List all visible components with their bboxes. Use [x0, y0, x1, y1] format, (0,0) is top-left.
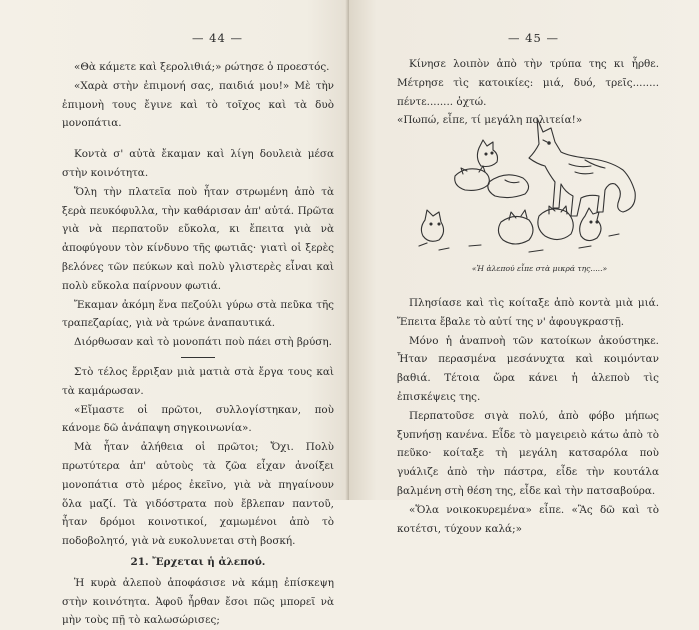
- right-page: [349, 0, 699, 535]
- left-page: [0, 0, 349, 627]
- paragraph: Μόνο ἡ ἀναπνοὴ τῶν κατοίκων ἀκούστηκε. Ἦταν περασμένα μεσάνυχτα καὶ κοιμόνταν βαθιά. Τέτοια ὥρα κάνει ἡ ἀλεποὺ τὶς ἐπισκέψεις της.: [397, 334, 659, 403]
- right-page-text-bottom: [397, 294, 659, 538]
- paragraph: Ἡ κυρὰ ἀλεποὺ ἀποφάσισε νὰ κάμῃ ἐπίσκεψη στὴν κοινότητα. Ἀφοῦ ἦρθαν ἔσοι πῶς μπορεῖ νὰ μὴν τοὺς πῇ τὸ καλωσώρισες;: [62, 576, 334, 627]
- illustration-caption: «Ἡ ἀλεπού εἶπε στὰ μικρά της.....»: [471, 264, 608, 273]
- left-page-text: [62, 58, 334, 630]
- section-divider: [181, 357, 215, 358]
- paragraph: «Ὅλα νοικοκυρεμένα» εἶπε. «Ἂς δῶ καὶ τὸ κοτέτσι, τύχουν καλά;»: [397, 503, 659, 535]
- paragraph: «Θὰ κάμετε καὶ ξερολιθιά;» ρώτησε ὁ προεστός.: [74, 61, 330, 73]
- paragraph: Στὸ τέλος ἔρριξαν μιὰ ματιὰ στὰ ἔργα τους καὶ τὰ καμάρωσαν.: [62, 365, 334, 397]
- paragraph: «Πωπώ, εἶπε, τί μεγάλη πολιτεία!»: [397, 114, 583, 127]
- paragraph: Ὅλη τὴν πλατεῖα ποὺ ἦταν στρωμένη ἀπὸ τὰ ξερὰ πευκόφυλλα, τὴν καθάρισαν ἀπ' αὐτά. Πρῶτα γιὰ νὰ περπατοῦν εὔκολα, κι ἔπειτα γιὰ νὰ ἀποφύγουν τὸν κίνδυνο τῆς φωτιᾶς· γιατὶ οἱ ξερὲς βελόνες τῶν πεύκων καὶ πολὺ γλιστερὲς εἶναι καὶ πολὺ εὔκολα παίρνουν φωτιά.: [62, 185, 334, 292]
- paragraph: Μὰ ἦταν ἀλήθεια οἱ πρῶτοι; Ὄχι. Πολὺ πρωτύτερα ἀπ' αὐτοὺς τὰ ζῶα εἶχαν ἀνοίξει μονοπάτια στὸ μέρος ἐκεῖνο, γιὰ νὰ πηγαίνουν ὅλα μαζί. Τὰ γιδόστρατα ποὺ ἔβλεπαν παντοῦ, ἦταν δρόμοι κοινοτικοί, χαμωμένοι ἀπὸ τὸ ποδοβολητό, γιὰ νὰ ευκολυνεται στὴ βοσκή.: [62, 441, 334, 548]
- paragraph: «Εἴμαστε οἱ πρῶτοι, συλλογίστηκαν, ποὺ κάνομε δῶ ἀνάπαψη σηγκοινωνία».: [62, 403, 334, 435]
- paragraph: Κοντὰ σ' αὐτὰ ἔκαμαν καὶ λίγη δουλειὰ μέσα στὴν κοινότητα.: [62, 148, 334, 179]
- paragraph: Ἔκαμαν ἀκόμη ἕνα πεζούλι γύρω στὰ πεῦκα τῆς τραπεζαρίας, γιὰ νὰ τρώνε ἀναπαυτικά.: [62, 298, 334, 330]
- paragraph: Περπατοῦσε σιγὰ πολύ, ἀπὸ φόβο μήπως ξυπνήσῃ κανένα. Εἶδε τὸ μαγειρειὸ κάτω ἀπὸ τὸ πεῦκο· κοίταξε τὴ μεγάλη κατσαρόλα ποὺ γυάλιζε ἀπὸ τὴν πάστρα, εἶδε τὴν κουτάλα βαλμένη στὴ θέση της, εἶδε καὶ τὴν πατσαβούρα.: [397, 409, 659, 497]
- paragraph: Διόρθωσαν καὶ τὸ μονοπάτι ποὺ πάει στὴ βρύση.: [74, 336, 332, 349]
- fox-illustration: [409, 112, 647, 260]
- page-number-right: — 45 —: [508, 31, 559, 45]
- chapter-heading: 21. Ἔρχεται ἡ ἀλεπού.: [130, 555, 266, 568]
- paragraph: «Χαρὰ στὴν ἐπιμονή σας, παιδιά μου!» Μὲ τὴν ἐπιμονὴ τους ἔγινε καὶ τὸ τοῖχος καὶ τὰ δυὸ μονοπάτια.: [62, 79, 334, 130]
- page-number-left: — 44 —: [192, 31, 243, 45]
- paragraph: Πλησίασε καὶ τὶς κοίταξε ἀπὸ κοντὰ μιὰ μιά. Ἔπειτα ἔβαλε τὸ αὐτί της ν' ἀφουγκραστῇ.: [397, 297, 659, 328]
- paragraph: Κίνησε λοιπὸν ἀπὸ τὴν τρύπα της κι ἦρθε. Μέτρησε τὶς κατοικίες: μιά, δυό, τρεῖς........ πέντε........ ὀχτώ.: [397, 58, 659, 108]
